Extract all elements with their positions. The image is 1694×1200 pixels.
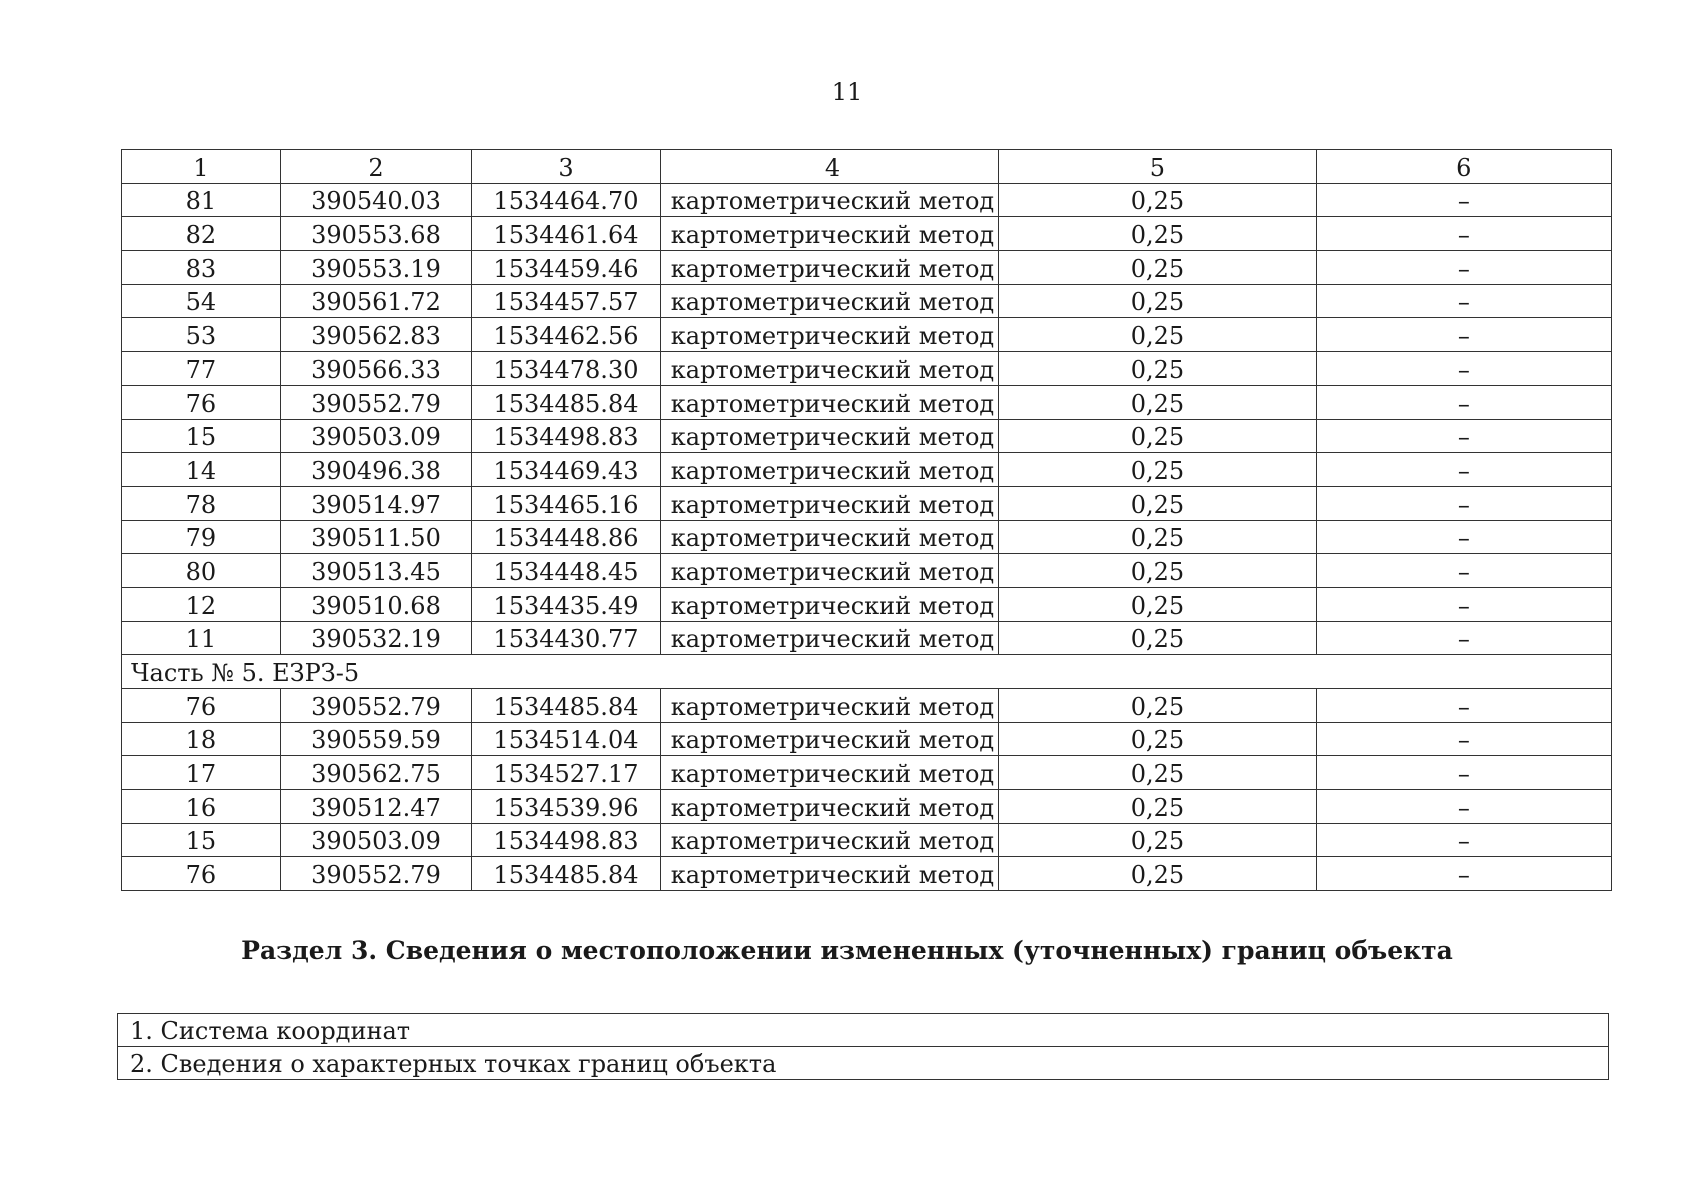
x-coordinate-cell: 390496.38 (280, 453, 471, 487)
method-cell: картометрический метод (660, 587, 998, 621)
x-coordinate-cell: 390553.68 (280, 217, 471, 251)
x-coordinate-cell: 390561.72 (280, 284, 471, 318)
point-number-cell: 16 (122, 790, 281, 824)
table-row (122, 419, 1612, 453)
method-cell: картометрический метод (660, 352, 998, 386)
description-cell: – (1316, 183, 1611, 217)
table-row (122, 183, 1612, 217)
point-number-cell: 80 (122, 554, 281, 588)
table-row (122, 453, 1612, 487)
point-number-cell: 18 (122, 722, 281, 756)
x-coordinate-cell: 390562.83 (280, 318, 471, 352)
x-coordinate-cell: 390552.79 (280, 857, 471, 891)
description-cell: – (1316, 756, 1611, 790)
y-coordinate-cell: 1534527.17 (472, 756, 661, 790)
y-coordinate-cell: 1534457.57 (472, 284, 661, 318)
point-number-cell: 83 (122, 251, 281, 285)
accuracy-cell: 0,25 (999, 217, 1316, 251)
method-cell: картометрический метод (660, 520, 998, 554)
method-cell: картометрический метод (660, 453, 998, 487)
method-cell: картометрический метод (660, 554, 998, 588)
y-coordinate-cell: 1534461.64 (472, 217, 661, 251)
accuracy-cell: 0,25 (999, 587, 1316, 621)
table-row (122, 284, 1612, 318)
table-row (122, 385, 1612, 419)
accuracy-cell: 0,25 (999, 520, 1316, 554)
method-cell: картометрический метод (660, 857, 998, 891)
section-heading: Раздел 3. Сведения о местоположении измененных (уточненных) границ объекта (241, 936, 1453, 965)
x-coordinate-cell: 390566.33 (280, 352, 471, 386)
x-coordinate-cell: 390503.09 (280, 419, 471, 453)
point-number-cell: 15 (122, 823, 281, 857)
table-row (122, 722, 1612, 756)
x-coordinate-cell: 390553.19 (280, 251, 471, 285)
point-number-cell: 76 (122, 857, 281, 891)
method-cell: картометрический метод (660, 486, 998, 520)
accuracy-cell: 0,25 (999, 790, 1316, 824)
point-number-cell: 17 (122, 756, 281, 790)
part-title-row (122, 655, 1612, 689)
table-row (122, 790, 1612, 824)
accuracy-cell: 0,25 (999, 621, 1316, 655)
method-cell: картометрический метод (660, 790, 998, 824)
description-cell: – (1316, 587, 1611, 621)
accuracy-cell: 0,25 (999, 722, 1316, 756)
y-coordinate-cell: 1534430.77 (472, 621, 661, 655)
description-cell: – (1316, 385, 1611, 419)
x-coordinate-cell: 390513.45 (280, 554, 471, 588)
method-cell: картометрический метод (660, 183, 998, 217)
description-cell: – (1316, 722, 1611, 756)
method-cell: картометрический метод (660, 385, 998, 419)
point-number-cell: 14 (122, 453, 281, 487)
table-row (122, 251, 1612, 285)
x-coordinate-cell: 390552.79 (280, 385, 471, 419)
method-cell: картометрический метод (660, 722, 998, 756)
table-row (122, 689, 1612, 723)
coordinates-table (121, 149, 1612, 891)
y-coordinate-cell: 1534485.84 (472, 857, 661, 891)
description-cell: – (1316, 486, 1611, 520)
accuracy-cell: 0,25 (999, 857, 1316, 891)
y-coordinate-cell: 1534485.84 (472, 385, 661, 419)
x-coordinate-cell: 390514.97 (280, 486, 471, 520)
description-cell: – (1316, 453, 1611, 487)
description-cell: – (1316, 621, 1611, 655)
info-row-label: 2. Сведения о характерных точках границ объекта (118, 1047, 1609, 1080)
table-row (122, 520, 1612, 554)
accuracy-cell: 0,25 (999, 453, 1316, 487)
point-number-cell: 79 (122, 520, 281, 554)
table-row (122, 621, 1612, 655)
table-row (122, 352, 1612, 386)
description-cell: – (1316, 352, 1611, 386)
y-coordinate-cell: 1534462.56 (472, 318, 661, 352)
x-coordinate-cell: 390540.03 (280, 183, 471, 217)
section-info-table (117, 1013, 1609, 1080)
accuracy-cell: 0,25 (999, 385, 1316, 419)
description-cell: – (1316, 790, 1611, 824)
method-cell: картометрический метод (660, 823, 998, 857)
page-number: 11 (831, 78, 863, 106)
column-header: 6 (1316, 150, 1611, 184)
y-coordinate-cell: 1534435.49 (472, 587, 661, 621)
x-coordinate-cell: 390532.19 (280, 621, 471, 655)
point-number-cell: 54 (122, 284, 281, 318)
description-cell: – (1316, 251, 1611, 285)
y-coordinate-cell: 1534448.45 (472, 554, 661, 588)
y-coordinate-cell: 1534469.43 (472, 453, 661, 487)
info-row (118, 1047, 1609, 1080)
point-number-cell: 76 (122, 689, 281, 723)
column-header: 1 (122, 150, 281, 184)
y-coordinate-cell: 1534514.04 (472, 722, 661, 756)
point-number-cell: 76 (122, 385, 281, 419)
accuracy-cell: 0,25 (999, 284, 1316, 318)
header-row (122, 150, 1612, 184)
description-cell: – (1316, 419, 1611, 453)
y-coordinate-cell: 1534498.83 (472, 823, 661, 857)
accuracy-cell: 0,25 (999, 352, 1316, 386)
point-number-cell: 15 (122, 419, 281, 453)
info-row-label: 1. Система координат (118, 1014, 1609, 1047)
point-number-cell: 78 (122, 486, 281, 520)
accuracy-cell: 0,25 (999, 554, 1316, 588)
x-coordinate-cell: 390510.68 (280, 587, 471, 621)
description-cell: – (1316, 520, 1611, 554)
y-coordinate-cell: 1534485.84 (472, 689, 661, 723)
y-coordinate-cell: 1534464.70 (472, 183, 661, 217)
y-coordinate-cell: 1534448.86 (472, 520, 661, 554)
x-coordinate-cell: 390503.09 (280, 823, 471, 857)
accuracy-cell: 0,25 (999, 318, 1316, 352)
x-coordinate-cell: 390562.75 (280, 756, 471, 790)
info-row (118, 1014, 1609, 1047)
point-number-cell: 81 (122, 183, 281, 217)
accuracy-cell: 0,25 (999, 251, 1316, 285)
description-cell: – (1316, 823, 1611, 857)
column-header: 3 (472, 150, 661, 184)
y-coordinate-cell: 1534465.16 (472, 486, 661, 520)
accuracy-cell: 0,25 (999, 756, 1316, 790)
description-cell: – (1316, 318, 1611, 352)
column-header: 5 (999, 150, 1316, 184)
column-header: 2 (280, 150, 471, 184)
table-row (122, 318, 1612, 352)
table-row (122, 554, 1612, 588)
description-cell: – (1316, 554, 1611, 588)
method-cell: картометрический метод (660, 318, 998, 352)
method-cell: картометрический метод (660, 284, 998, 318)
method-cell: картометрический метод (660, 251, 998, 285)
x-coordinate-cell: 390511.50 (280, 520, 471, 554)
accuracy-cell: 0,25 (999, 823, 1316, 857)
point-number-cell: 12 (122, 587, 281, 621)
description-cell: – (1316, 217, 1611, 251)
description-cell: – (1316, 857, 1611, 891)
x-coordinate-cell: 390552.79 (280, 689, 471, 723)
accuracy-cell: 0,25 (999, 419, 1316, 453)
accuracy-cell: 0,25 (999, 689, 1316, 723)
description-cell: – (1316, 284, 1611, 318)
point-number-cell: 82 (122, 217, 281, 251)
accuracy-cell: 0,25 (999, 486, 1316, 520)
table-row (122, 823, 1612, 857)
y-coordinate-cell: 1534498.83 (472, 419, 661, 453)
y-coordinate-cell: 1534459.46 (472, 251, 661, 285)
part-title: Часть № 5. ЕЗРЗ-5 (122, 655, 1612, 689)
table-row (122, 857, 1612, 891)
point-number-cell: 77 (122, 352, 281, 386)
column-header: 4 (660, 150, 998, 184)
table-row (122, 756, 1612, 790)
method-cell: картометрический метод (660, 756, 998, 790)
y-coordinate-cell: 1534539.96 (472, 790, 661, 824)
point-number-cell: 53 (122, 318, 281, 352)
x-coordinate-cell: 390512.47 (280, 790, 471, 824)
method-cell: картометрический метод (660, 419, 998, 453)
method-cell: картометрический метод (660, 217, 998, 251)
table-row (122, 217, 1612, 251)
point-number-cell: 11 (122, 621, 281, 655)
method-cell: картометрический метод (660, 689, 998, 723)
y-coordinate-cell: 1534478.30 (472, 352, 661, 386)
table-row (122, 587, 1612, 621)
method-cell: картометрический метод (660, 621, 998, 655)
x-coordinate-cell: 390559.59 (280, 722, 471, 756)
description-cell: – (1316, 689, 1611, 723)
table-row (122, 486, 1612, 520)
accuracy-cell: 0,25 (999, 183, 1316, 217)
